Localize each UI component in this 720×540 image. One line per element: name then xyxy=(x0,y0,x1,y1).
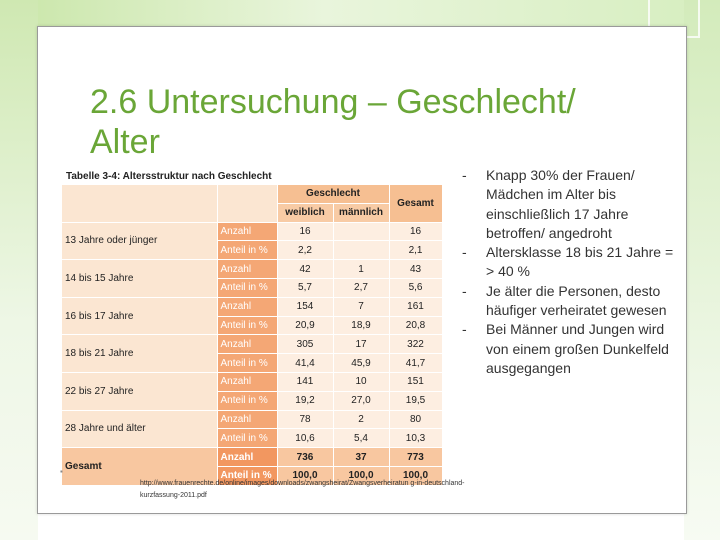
row-measure-label: Anteil in % xyxy=(217,278,277,297)
table-caption: Tabelle 3-4: Altersstruktur nach Geschlecht xyxy=(66,171,272,182)
bullet-item xyxy=(462,282,677,321)
bullet-list xyxy=(462,166,677,378)
row-measure-label: Anteil in % xyxy=(217,466,277,485)
table-row xyxy=(62,448,442,467)
header-gesamt: Gesamt xyxy=(389,185,442,222)
bullet-marker: - xyxy=(462,244,467,261)
table-cell: 773 xyxy=(389,448,442,467)
age-group-label: 14 bis 15 Jahre xyxy=(62,260,217,298)
row-measure-label: Anteil in % xyxy=(217,241,277,260)
age-group-label: 16 bis 17 Jahre xyxy=(62,297,217,335)
row-measure-label: Anzahl xyxy=(217,448,277,467)
table-cell: 41,4 xyxy=(277,354,333,373)
table-cell: 42 xyxy=(277,260,333,279)
table-cell: 18,9 xyxy=(333,316,389,335)
source-url: http://www.frauenrechte.de/online/images/downloads/zwangsheirat/Zwangsverheiratun g-in-deutschland-kurzfassung-2011.pdf xyxy=(140,480,465,499)
table-cell: 80 xyxy=(389,410,442,429)
header-empty-cell xyxy=(217,185,277,222)
table-cell: 78 xyxy=(277,410,333,429)
background-right-band xyxy=(684,0,720,540)
table-cell: 100,0 xyxy=(333,466,389,485)
background-left-band xyxy=(0,0,38,540)
row-measure-label: Anteil in % xyxy=(217,316,277,335)
header-maennlich: männlich xyxy=(333,203,389,222)
table-cell: 161 xyxy=(389,297,442,316)
table-row xyxy=(62,297,442,316)
row-measure-label: Anteil in % xyxy=(217,391,277,410)
header-weiblich: weiblich xyxy=(277,203,333,222)
bullet-item xyxy=(462,320,677,378)
bullet-marker: - xyxy=(462,282,467,299)
bullet-text: Je älter die Personen, desto häufiger verheiratet gewesen xyxy=(486,282,667,319)
table-header-row xyxy=(62,185,442,203)
bullet-text: Bei Männer und Jungen wird von einem großen Dunkelfeld ausgegangen xyxy=(486,321,669,376)
table-cell: 45,9 xyxy=(333,354,389,373)
age-group-label: Gesamt xyxy=(62,448,217,486)
row-measure-label: Anteil in % xyxy=(217,354,277,373)
table-cell: 20,8 xyxy=(389,316,442,335)
row-measure-label: Anzahl xyxy=(217,260,277,279)
table-cell: 10 xyxy=(333,372,389,391)
table-cell xyxy=(333,222,389,241)
header-empty-cell xyxy=(62,185,217,222)
bullet-text: Knapp 30% der Frauen/ Mädchen im Alter bis einschließlich 17 Jahre betroffen/ angedroht xyxy=(486,167,635,241)
row-measure-label: Anzahl xyxy=(217,222,277,241)
age-group-label: 28 Jahre und älter xyxy=(62,410,217,448)
tiny-mark: ▪ xyxy=(60,467,63,476)
table-cell: 2,1 xyxy=(389,241,442,260)
table-cell: 100,0 xyxy=(389,466,442,485)
row-measure-label: Anzahl xyxy=(217,297,277,316)
row-measure-label: Anteil in % xyxy=(217,429,277,448)
table-cell: 2 xyxy=(333,410,389,429)
table-cell: 305 xyxy=(277,335,333,354)
table-body xyxy=(62,222,442,485)
table-cell: 27,0 xyxy=(333,391,389,410)
table-cell: 5,6 xyxy=(389,278,442,297)
slide-title: 2.6 Untersuchung – Geschlecht/ Alter xyxy=(90,83,576,161)
header-geschlecht: Geschlecht xyxy=(277,185,389,203)
table-cell: 1 xyxy=(333,260,389,279)
table-row xyxy=(62,335,442,354)
row-measure-label: Anzahl xyxy=(217,410,277,429)
age-group-label: 18 bis 21 Jahre xyxy=(62,335,217,373)
bullet-marker: - xyxy=(462,167,467,183)
age-group-label: 22 bis 27 Jahre xyxy=(62,372,217,410)
table-cell: 141 xyxy=(277,372,333,391)
age-group-label: 13 Jahre oder jünger xyxy=(62,222,217,260)
row-measure-label: Anzahl xyxy=(217,335,277,354)
table-cell: 151 xyxy=(389,372,442,391)
table-cell: 19,2 xyxy=(277,391,333,410)
bullet-item xyxy=(462,243,677,282)
table-row xyxy=(62,372,442,391)
table-cell: 43 xyxy=(389,260,442,279)
table-cell: 154 xyxy=(277,297,333,316)
table-cell: 322 xyxy=(389,335,442,354)
table-cell: 100,0 xyxy=(277,466,333,485)
age-structure-table xyxy=(62,185,442,482)
bullet-marker: - xyxy=(462,321,467,338)
table-cell: 37 xyxy=(333,448,389,467)
table-row xyxy=(62,260,442,279)
table-cell xyxy=(333,241,389,260)
table-row xyxy=(62,410,442,429)
table-cell: 5,4 xyxy=(333,429,389,448)
table-cell: 736 xyxy=(277,448,333,467)
table-cell: 17 xyxy=(333,335,389,354)
table-cell: 16 xyxy=(277,222,333,241)
row-measure-label: Anzahl xyxy=(217,372,277,391)
table-cell: 41,7 xyxy=(389,354,442,373)
table-cell: 16 xyxy=(389,222,442,241)
bullet-item xyxy=(462,166,677,243)
table-cell: 2,7 xyxy=(333,278,389,297)
table-cell: 10,6 xyxy=(277,429,333,448)
table-cell: 19,5 xyxy=(389,391,442,410)
table-cell: 5,7 xyxy=(277,278,333,297)
bullet-text: Altersklasse 18 bis 21 Jahre = > 40 % xyxy=(486,244,674,280)
table-cell: 7 xyxy=(333,297,389,316)
table-row xyxy=(62,222,442,241)
table-cell: 20,9 xyxy=(277,316,333,335)
table-cell: 2,2 xyxy=(277,241,333,260)
table-cell: 10,3 xyxy=(389,429,442,448)
